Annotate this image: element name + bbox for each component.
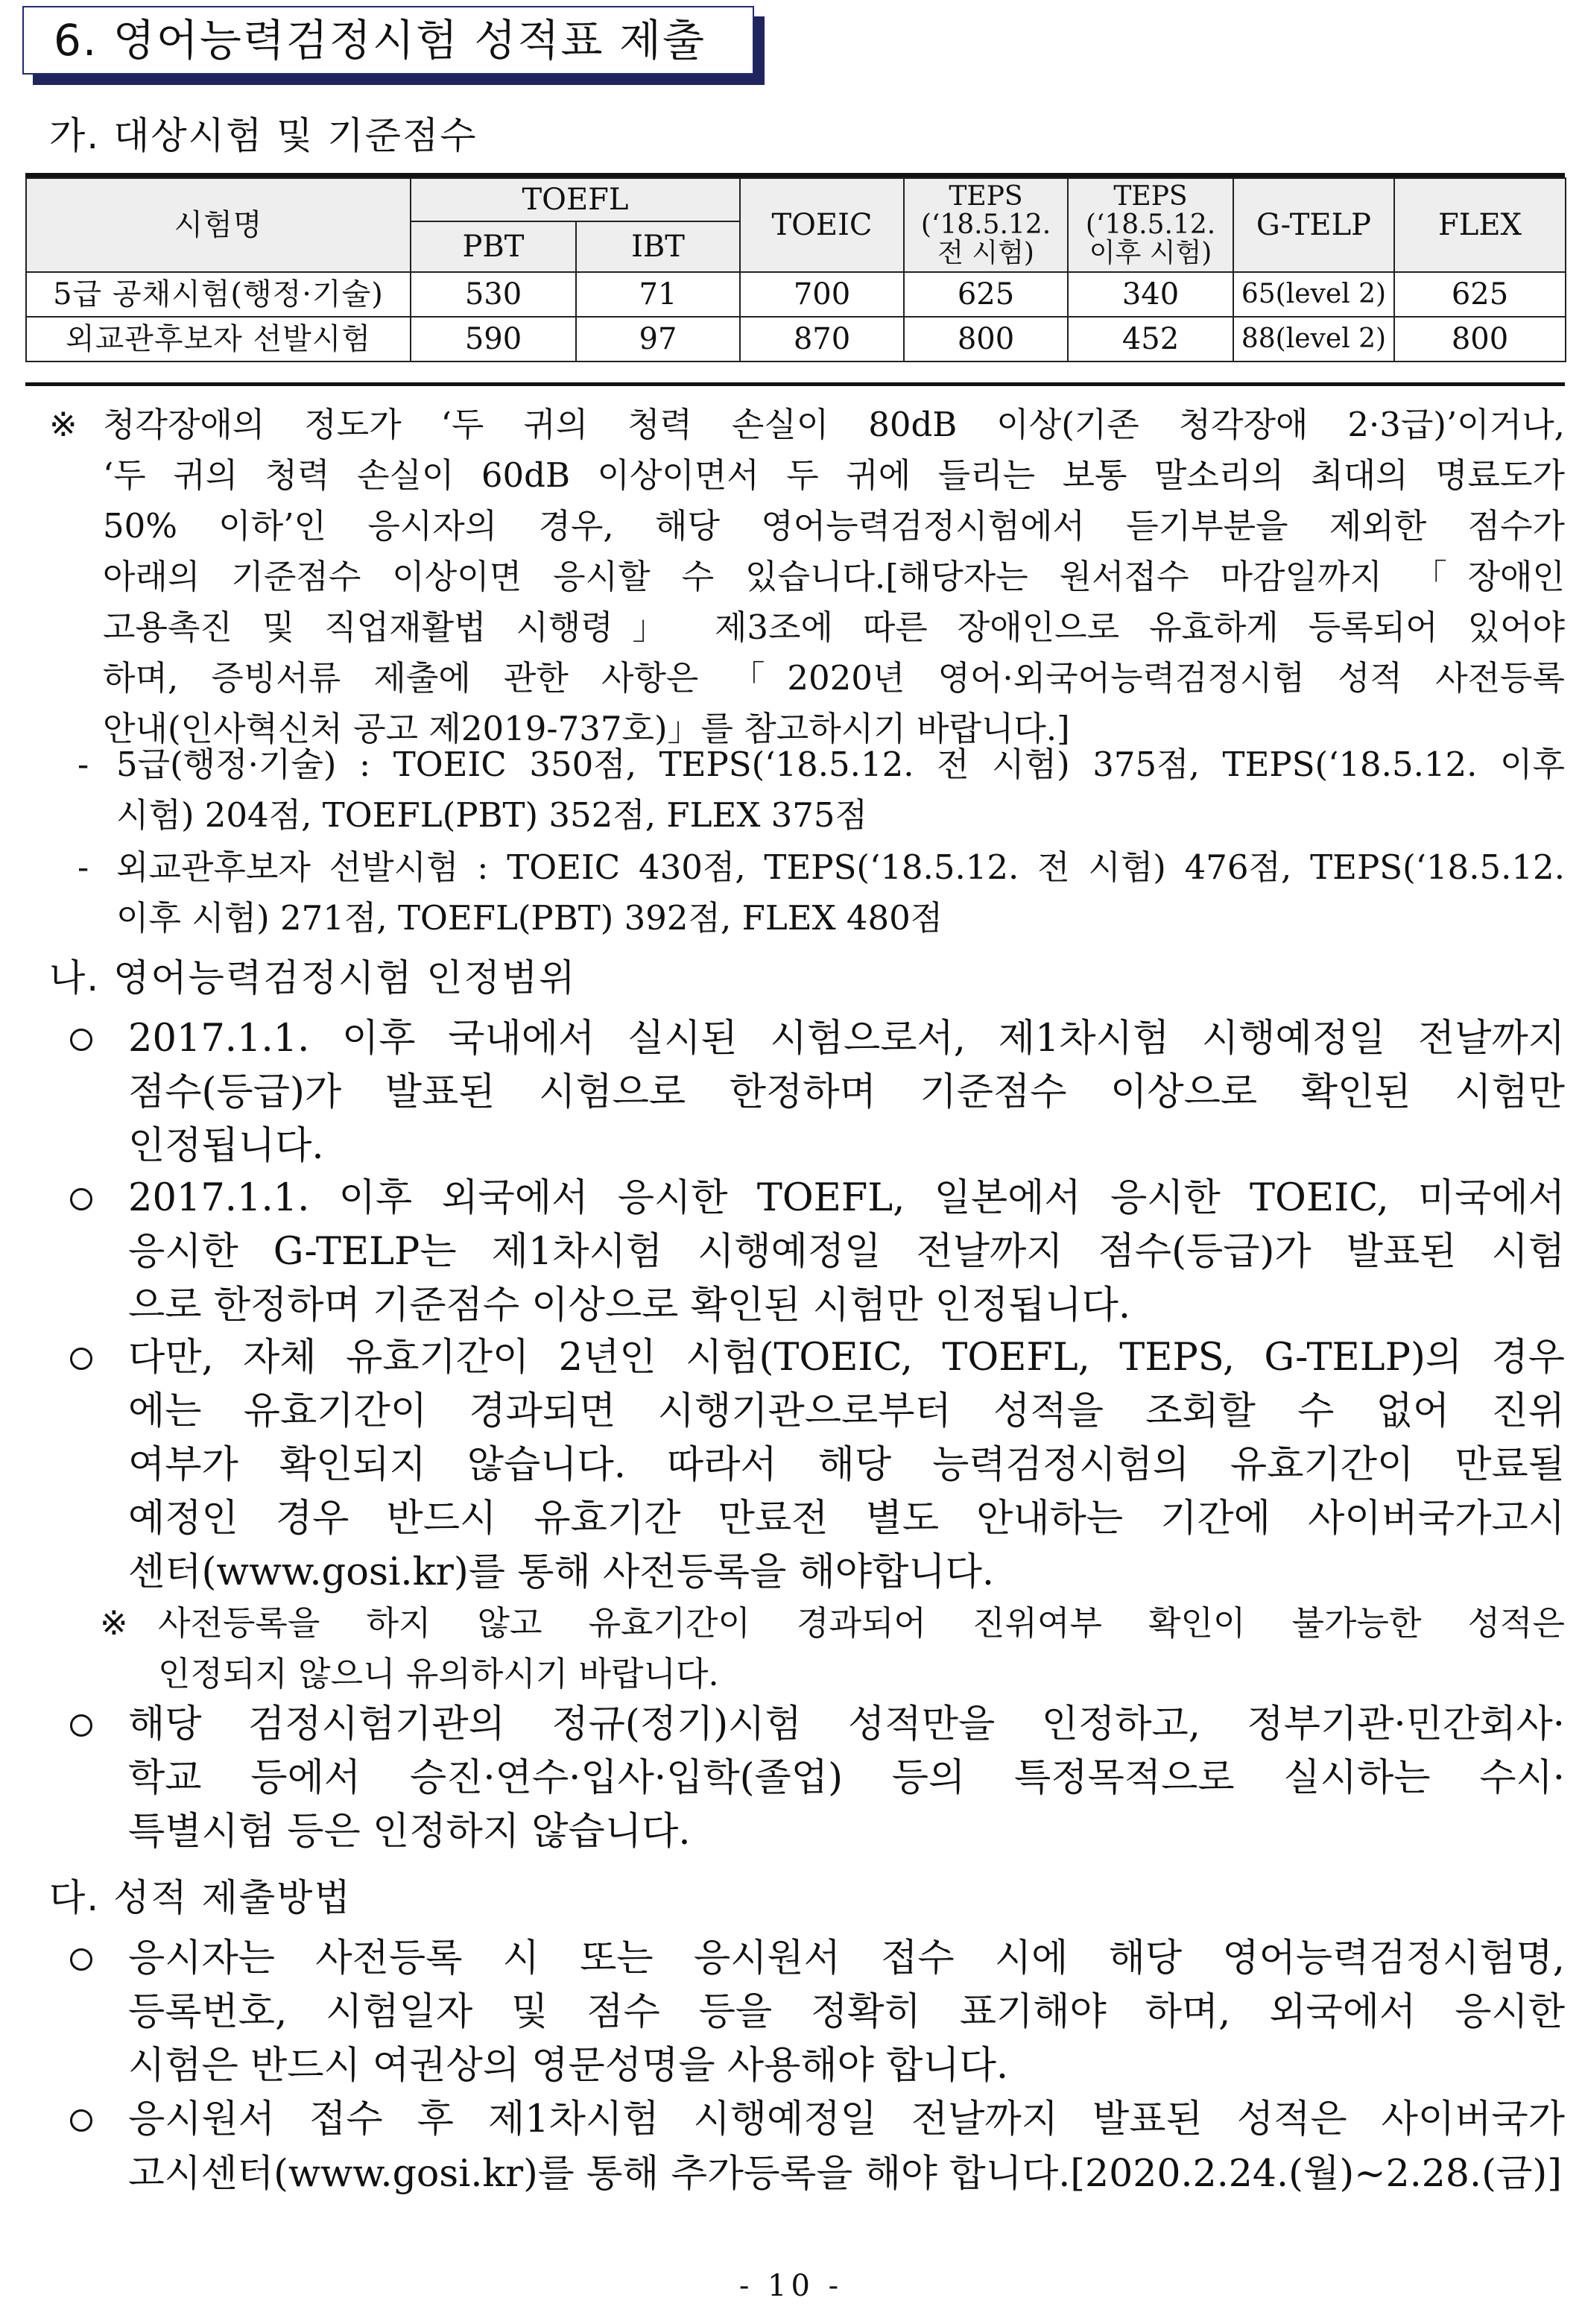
b-item-line: 특별시험 등은 인정하지 않습니다. — [128, 1810, 691, 1854]
b-note-line: 사전등록을 하지 않고 유효기간이 경과되어 진위여부 확인이 불가능한 성적은 — [158, 1603, 1565, 1643]
b-note-paragraph — [158, 1598, 1565, 1699]
cell-toeic: 870 — [740, 317, 904, 361]
b-item-line: 으로 한정하며 기준점수 이상으로 확인된 시험만 인정됩니다. — [128, 1283, 1131, 1327]
b-item-line: 2017.1.1. 이후 외국에서 응시한 TOEFL, 일본에서 응시한 TOEIC, 미국에서 — [128, 1176, 1565, 1220]
cell-pbt: 530 — [411, 272, 576, 317]
dash-line: 5급(행정·기술) : TOEIC 350점, TEPS(‘18.5.12. 전 시험) 375점, TEPS(‘18.5.12. 이후 — [116, 745, 1565, 784]
note-line: 청각장애의 정도가 ‘두 귀의 청력 손실이 80dB 이상(기존 청각장애 2·3급)’이거나, — [103, 405, 1565, 444]
header-exam-name: 시험명 — [26, 178, 411, 272]
note-line: 하며, 증빙서류 제출에 관한 사항은 「2020년 영어·외국어능력검정시험 성적 사전등록 — [103, 658, 1565, 698]
subsection-c-heading: 다. 성적 제출방법 — [49, 1876, 352, 1919]
b-item-2 — [128, 1172, 1565, 1333]
page-number: - 10 - — [738, 2269, 844, 2303]
table-row — [26, 272, 1566, 317]
row-exam-name: 외교관후보자 선발시험 — [26, 317, 411, 361]
note-line: ‘두 귀의 청력 손실이 60dB 이상이면서 두 귀에 들리는 보통 말소리의 최대의 명료도가 — [103, 455, 1565, 495]
c-item-2 — [128, 2093, 1565, 2200]
header-pbt: PBT — [411, 221, 576, 272]
b-item-3 — [128, 1331, 1565, 1600]
b-item-line: 점수(등급)가 발표된 시험으로 한정하며 기준점수 이상으로 확인된 시험만 — [128, 1070, 1565, 1114]
c-item-line: 고시센터(www.gosi.kr)를 통해 추가등록을 해야 합니다.[2020.2.24.(월)~2.28.(금)] — [128, 2151, 1562, 2195]
bullet-circle-icon — [70, 1348, 92, 1370]
note-paragraph — [103, 400, 1565, 450]
dash-line: 이후 시험) 271점, TOEFL(PBT) 392점, FLEX 480점 — [116, 898, 943, 938]
b-item-line: 여부가 확인되지 않습니다. 따라서 해당 능력검정시험의 유효기간이 만료될 — [128, 1443, 1565, 1487]
header-teps-before-l2: (‘18.5.12. — [920, 209, 1051, 240]
table-row — [26, 317, 1566, 361]
score-table — [25, 177, 1566, 362]
cell-pbt: 590 — [411, 317, 576, 361]
b-item-line: 센터(www.gosi.kr)를 통해 사전등록을 해야합니다. — [128, 1550, 995, 1594]
bullet-circle-icon — [70, 2109, 92, 2132]
note-paragraph-cont — [103, 450, 1565, 754]
header-ibt: IBT — [576, 221, 740, 272]
cell-teps-after: 452 — [1068, 317, 1233, 361]
note-line: 고용촉진 및 직업재활법 시행령」 제3조에 따른 장애인으로 유효하게 등록되어 있어야 — [103, 607, 1565, 647]
header-toeic: TOEIC — [740, 178, 904, 272]
c-item-line: 시험은 반드시 여권상의 영문성명을 사용해야 합니다. — [128, 2044, 1009, 2088]
cell-ibt: 71 — [576, 272, 740, 317]
subsection-a-heading: 가. 대상시험 및 기준점수 — [49, 114, 478, 157]
bullet-circle-icon — [70, 1188, 92, 1210]
header-teps-after-l3: 이후 시험) — [1089, 238, 1212, 268]
cell-flex: 800 — [1394, 317, 1566, 361]
cell-ibt: 97 — [576, 317, 740, 361]
header-toefl: TOEFL — [411, 178, 740, 221]
header-teps-before-l1: TEPS — [949, 181, 1023, 212]
cell-gtelp: 88(level 2) — [1233, 317, 1394, 361]
b-item-line: 예정인 경우 반드시 유효기간 만료전 별도 안내하는 기간에 사이버국가고시 — [128, 1497, 1565, 1541]
header-teps-before-l3: 전 시험) — [937, 238, 1034, 268]
c-item-1 — [128, 1932, 1565, 2093]
cell-teps-after: 340 — [1068, 272, 1233, 317]
note-line: 50% 이하’인 응시자의 경우, 해당 영어능력검정시험에서 듣기부분을 제외한 점수가 — [103, 506, 1565, 546]
header-flex: FLEX — [1394, 178, 1566, 272]
dash-mark: - — [77, 745, 89, 784]
b-item-line: 인정됩니다. — [128, 1124, 324, 1168]
section-title: 6. 영어능력검정시험 성적표 제출 — [54, 15, 706, 66]
cell-flex: 625 — [1394, 272, 1566, 317]
header-teps-before — [904, 178, 1068, 272]
note-mark: ※ — [49, 405, 77, 444]
subsection-b-heading: 나. 영어능력검정시험 인정범위 — [49, 956, 577, 1000]
header-teps-after — [1068, 178, 1233, 272]
cell-teps-before: 625 — [904, 272, 1068, 317]
cell-gtelp: 65(level 2) — [1233, 272, 1394, 317]
bullet-circle-icon — [70, 1714, 92, 1737]
c-item-line: 등록번호, 시험일자 및 점수 등을 정확히 표기해야 하며, 외국에서 응시한 — [128, 1990, 1565, 2034]
b-item-1 — [128, 1012, 1565, 1173]
b-item-line: 2017.1.1. 이후 국내에서 실시된 시험으로서, 제1차시험 시행예정일 전날까지 — [128, 1017, 1565, 1061]
cell-teps-before: 800 — [904, 317, 1068, 361]
b-item-line: 다만, 자체 유효기간이 2년인 시험(TOEIC, TOEFL, TEPS, G-TELP)의 경우 — [128, 1336, 1565, 1380]
b-item-line: 학교 등에서 승진·연수·입사·입학(졸업) 등의 특정목적으로 실시하는 수시· — [128, 1756, 1565, 1800]
c-item-line: 응시원서 접수 후 제1차시험 시행예정일 전날까지 발표된 성적은 사이버국가 — [128, 2097, 1565, 2141]
bullet-circle-icon — [70, 1948, 92, 1971]
note-line: 아래의 기준점수 이상이면 응시할 수 있습니다.[해당자는 원서접수 마감일까지 「장애인 — [103, 557, 1565, 596]
table-bottom-rule — [25, 382, 1565, 386]
note-line: 안내(인사혁신처 공고 제2019-737호)」를 참고하시기 바랍니다.] — [103, 709, 1070, 748]
b-note-mark: ※ — [100, 1603, 128, 1643]
b-item-line: 에는 유효기간이 경과되면 시행기관으로부터 성적을 조회할 수 없어 진위 — [128, 1389, 1565, 1433]
cell-toeic: 700 — [740, 272, 904, 317]
row-exam-name: 5급 공채시험(행정·기술) — [26, 272, 411, 317]
dash-mark: - — [77, 847, 89, 887]
header-teps-after-l2: (‘18.5.12. — [1085, 209, 1216, 240]
section-title-box — [22, 6, 754, 75]
dash-line: 외교관후보자 선발시험 : TOEIC 430점, TEPS(‘18.5.12. 전 시험) 476점, TEPS(‘18.5.12. — [116, 847, 1565, 887]
dash-line: 시험) 204점, TOEFL(PBT) 352점, FLEX 375점 — [116, 795, 868, 835]
dash-item-diplomat — [116, 842, 1565, 944]
c-item-line: 응시자는 사전등록 시 또는 응시원서 접수 시에 해당 영어능력검정시험명, — [128, 1936, 1565, 1980]
b-item-4 — [128, 1698, 1565, 1859]
b-item-line: 응시한 G-TELP는 제1차시험 시행예정일 전날까지 점수(등급)가 발표된 시험 — [128, 1230, 1565, 1274]
b-item-line: 해당 검정시험기관의 정규(정기)시험 성적만을 인정하고, 정부기관·민간회사· — [128, 1702, 1565, 1746]
bullet-circle-icon — [70, 1029, 92, 1051]
dash-item-5grade — [116, 739, 1565, 841]
b-note-line: 인정되지 않으니 유의하시기 바랍니다. — [158, 1654, 719, 1693]
header-teps-after-l1: TEPS — [1113, 181, 1188, 212]
header-gtelp: G-TELP — [1233, 178, 1394, 272]
